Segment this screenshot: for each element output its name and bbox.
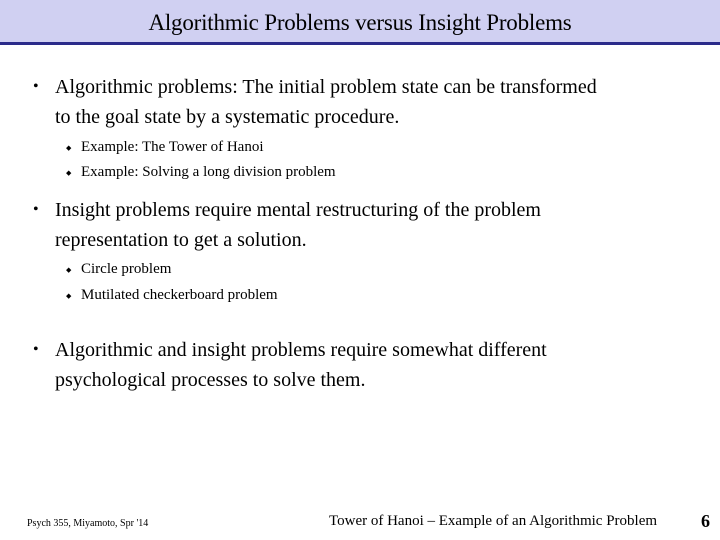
- bullet-text-line-2: to the goal state by a systematic procedure.: [55, 106, 400, 128]
- title-divider: [0, 42, 720, 45]
- slide-page-number: 6: [701, 511, 710, 531]
- bullet-algorithmic-problems: [33, 72, 683, 132]
- subitem-text: Circle problem: [81, 261, 172, 277]
- slide-title: Algorithmic Problems versus Insight Problems: [148, 9, 572, 35]
- bullet-text-line-2: psychological processes to solve them.: [55, 369, 366, 391]
- subitem-circle-problem: [66, 259, 171, 279]
- diamond-bullet-icon: ◆: [66, 169, 72, 177]
- subitem-text: Mutilated checkerboard problem: [81, 287, 278, 303]
- title-band: [0, 0, 720, 42]
- footer-section-title: Tower of Hanoi – Example of an Algorithmic Problem: [329, 513, 658, 529]
- subitem-tower-of-hanoi: [66, 137, 264, 157]
- bullet-text-line-1: Insight problems require mental restructuring of the problem: [55, 199, 541, 221]
- bullet-dot-icon: •: [33, 341, 39, 358]
- bullet-different-processes: [33, 335, 683, 395]
- subitem-text: Example: The Tower of Hanoi: [81, 139, 264, 155]
- subitem-mutilated-checkerboard: [66, 285, 278, 305]
- subitem-text: Example: Solving a long division problem: [81, 164, 336, 180]
- diamond-bullet-icon: ◆: [66, 266, 72, 274]
- bullet-text-line-1: Algorithmic and insight problems require somewhat different: [55, 339, 547, 361]
- subitem-long-division: [66, 162, 336, 182]
- diamond-bullet-icon: ◆: [66, 292, 72, 300]
- footer-course-info: Psych 355, Miyamoto, Spr '14: [27, 518, 149, 529]
- bullet-insight-problems: [33, 195, 683, 255]
- bullet-dot-icon: •: [33, 201, 39, 218]
- bullet-dot-icon: •: [33, 78, 39, 95]
- bullet-text-line-2: representation to get a solution.: [55, 229, 307, 251]
- diamond-bullet-icon: ◆: [66, 144, 72, 152]
- bullet-text-line-1: Algorithmic problems: The initial problem state can be transformed: [55, 76, 597, 98]
